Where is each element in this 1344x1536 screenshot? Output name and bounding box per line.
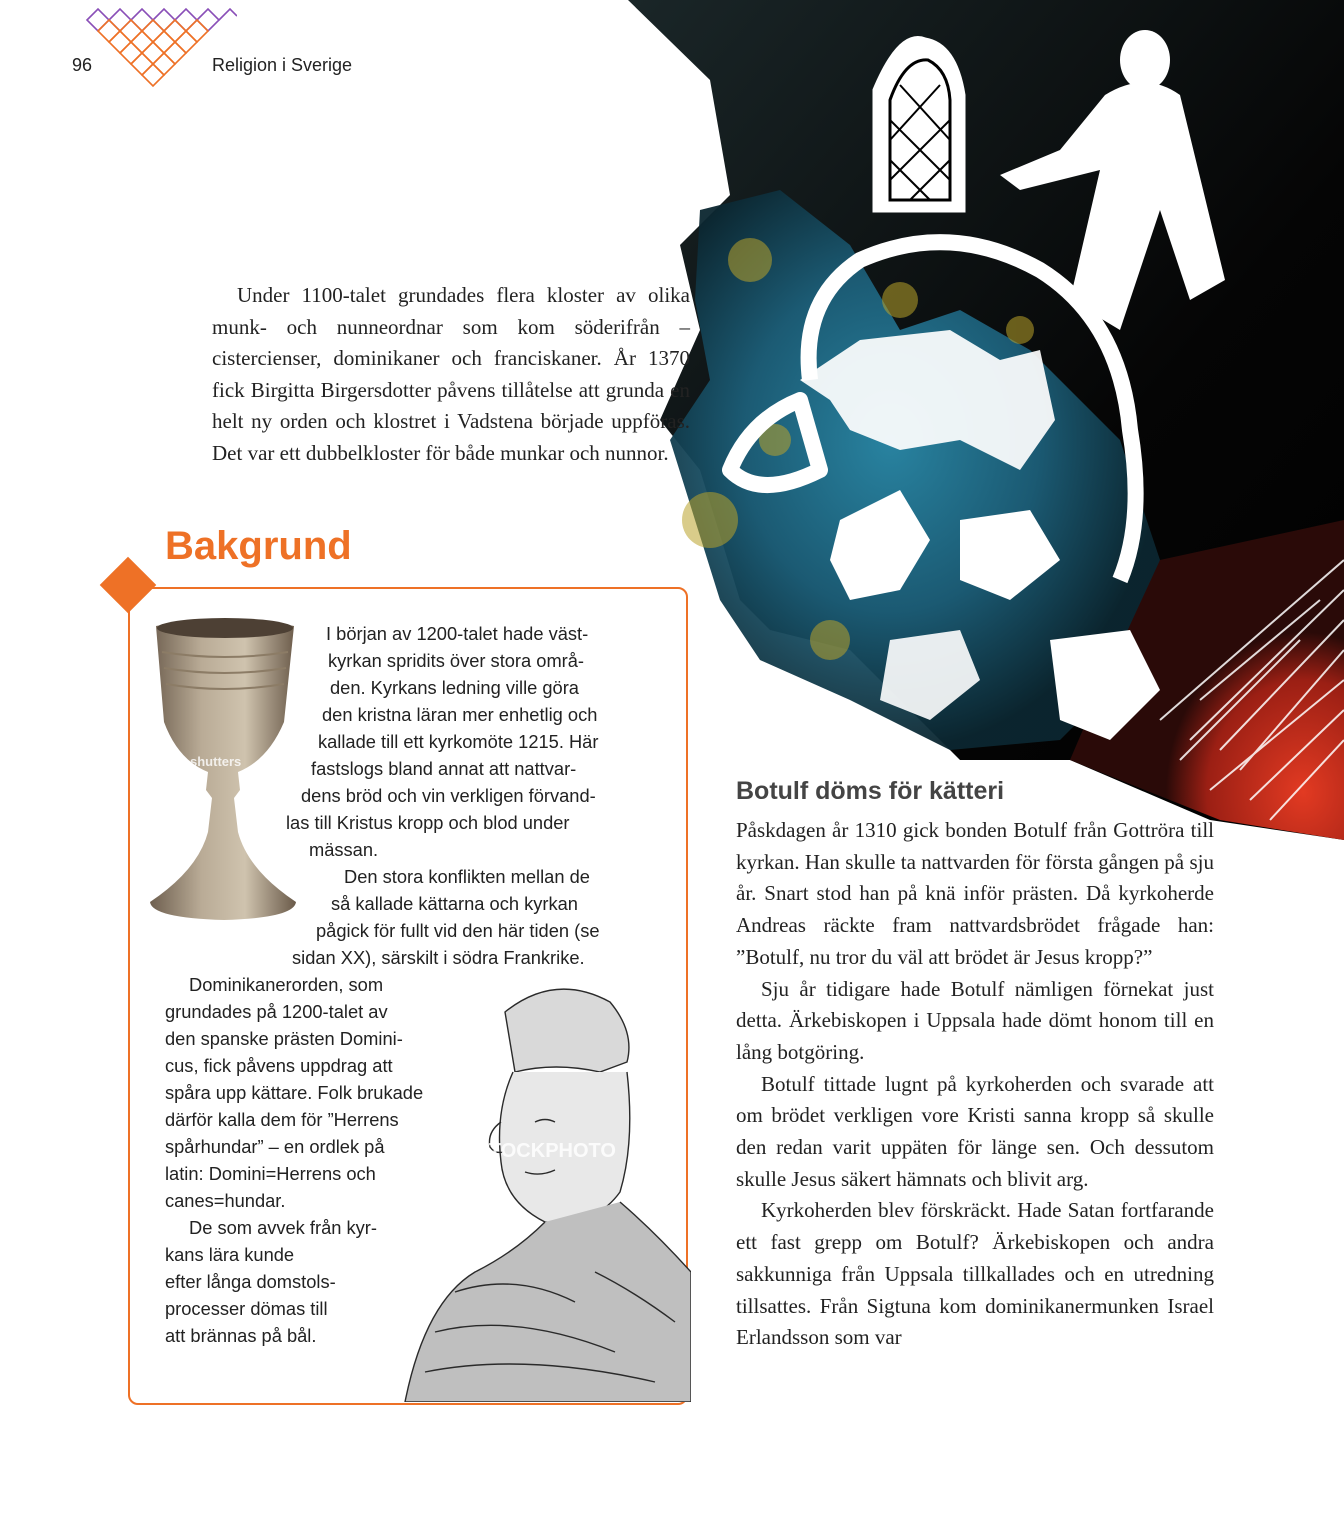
box-line: De som avvek från kyr-	[189, 1217, 377, 1238]
box-line: I början av 1200-talet hade väst-	[326, 623, 589, 644]
box-line: därför kalla dem för ”Herrens	[165, 1109, 399, 1130]
box-line: mässan.	[309, 839, 379, 860]
box-line: cus, fick påvens uppdrag att	[165, 1055, 393, 1076]
box-line: fastslogs bland annat att nattvar-	[311, 758, 577, 779]
box-line: kallade till ett kyrkomöte 1215. Här	[318, 731, 599, 752]
box-line: processer dömas till	[165, 1298, 328, 1319]
intro-text	[212, 280, 690, 470]
box-line: pågick för fullt vid den här tiden (se	[316, 920, 600, 941]
box-line: latin: Domini=Herrens och	[165, 1163, 376, 1184]
dominic-portrait-engraving	[395, 972, 691, 1402]
box-line: efter långa domstols-	[165, 1271, 336, 1292]
box-line: kyrkan spridits över stora områ-	[328, 650, 585, 671]
box-line: Den stora konflikten mellan de	[344, 866, 590, 887]
box-line: så kallade kättarna och kyrkan	[331, 893, 578, 914]
chalice-watermark: shutters	[190, 754, 242, 769]
box-line: grundades på 1200-talet av	[165, 1001, 388, 1022]
box-line: den kristna läran mer enhetlig och	[322, 704, 598, 725]
box-line: canes=hundar.	[165, 1190, 286, 1211]
story-paragraph: Sju år tidigare hade Botulf nämligen förnekat just detta. Ärkebiskopen i Uppsala hade dömt honom till en lång botgöring.	[736, 976, 1214, 1064]
box-line: den spanske prästen Domini-	[165, 1028, 403, 1049]
section-heading-bakgrund: Bakgrund	[165, 524, 352, 568]
story-paragraph: Påskdagen år 1310 gick bonden Botulf från Gottröra till kyrkan. Han skulle ta nattvarden för första gången på sju år. Snart stod han på knä inför prästen. Då kyrkoherde Andreas räckte fram nattvardsbrödet frågade han: ”Botulf, nu tror du väl att brödet är Jesus kropp?”	[736, 818, 1214, 969]
page-number: 96	[72, 55, 93, 75]
gothic-window	[875, 39, 963, 210]
box-line: las till Kristus kropp och blod under	[286, 812, 570, 833]
heresy-trial-illustration	[600, 0, 1344, 880]
story-paragraph: Botulf tittade lugnt på kyrkoherden och svarade att om brödet verkligen vore Kristi sanna kropp så skulle den redan varit uppäten för länge sen. Och dessutom skulle Jesus säkert hämnats och blivit arg.	[736, 1071, 1214, 1191]
intro-paragraph: Under 1100-talet grundades flera kloster av olika munk- och nunneordnar som kom söderifrån – cistercienser, dominikaner och franciskaner. År 1370 fick Birgitta Birgersdotter påvens tillåtelse att grunda en helt ny orden och klostret i Vadstena började uppföras. Det var ett dubbelkloster för både munkar och nunnor.	[212, 283, 690, 465]
box-line: Dominikanerorden, som	[189, 974, 384, 995]
box-line: dens bröd och vin verkligen förvand-	[301, 785, 596, 806]
box-line: kans lära kunde	[165, 1244, 295, 1265]
chalice-photo	[148, 612, 300, 922]
story-paragraph: Kyrkoherden blev förskräckt. Hade Satan fortfarande ett fast grepp om Botulf? Ärkebiskopen och andra sakkunniga från Uppsala tillkallades och en utredning tillsattes. Från Sigtuna kom dominikanermunken Israel Erlandsson som var	[736, 1198, 1214, 1350]
story-heading: Botulf döms för kätteri	[736, 777, 1005, 805]
portrait-watermark: ISTOCKPHOTO	[470, 1140, 616, 1162]
box-line: spåra upp kättare. Folk brukade	[165, 1082, 424, 1103]
diamond-pattern-logo	[72, 2, 237, 100]
running-head: Religion i Sverige	[212, 55, 353, 75]
box-line: den. Kyrkans ledning ville göra	[330, 677, 579, 698]
box-line: sidan XX), särskilt i södra Frankrike.	[292, 947, 585, 968]
box-line: spårhundar” – en ordlek på	[165, 1136, 385, 1157]
story-text	[736, 815, 1214, 1354]
box-line: att brännas på bål.	[165, 1325, 317, 1346]
